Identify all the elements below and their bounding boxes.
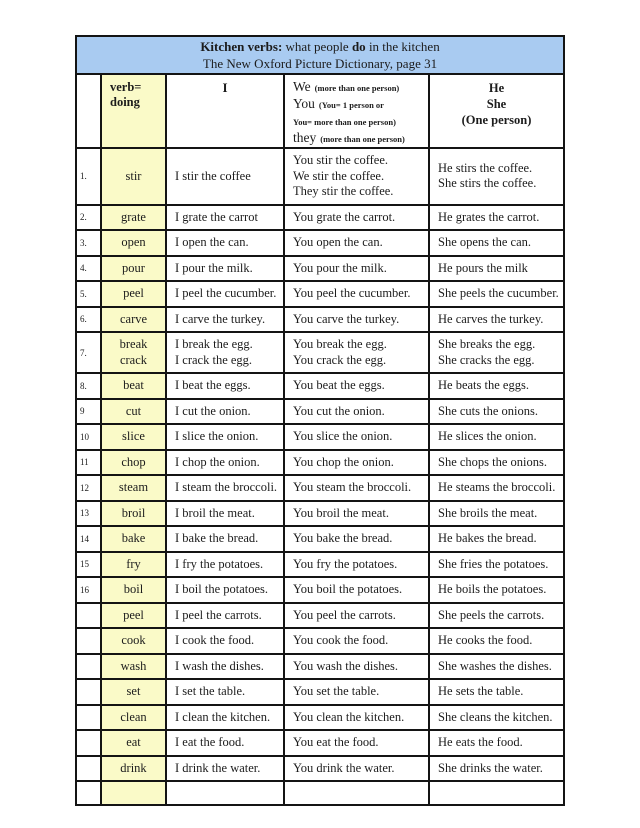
row-number-cell [76, 526, 101, 552]
row-number-cell [76, 281, 101, 307]
kitchen-verbs-table [75, 35, 565, 806]
sentence-line: slice [122, 429, 145, 443]
you-sentence-cell [284, 577, 429, 603]
he-sentence-cell [429, 781, 564, 805]
verb-cell [101, 679, 166, 705]
sentence-line: You slice the onion. [293, 429, 393, 443]
you-sentence-cell [284, 373, 429, 399]
you-sentence-cell [284, 501, 429, 527]
sentence-line: I boil the potatoes. [175, 582, 269, 596]
i-sentence-cell [166, 654, 284, 680]
sentence-line: She fries the potatoes. [438, 556, 549, 571]
sentence-line: You fry the potatoes. [293, 556, 398, 571]
they-word: they [293, 130, 317, 145]
sentence-line: You stir the coffee. [293, 153, 389, 167]
you-sentence-cell [284, 148, 429, 205]
they-note: (more than one person) [320, 134, 405, 144]
sentence-line: beat [123, 378, 144, 392]
sentence-line: I open the can. [175, 235, 249, 249]
sentence-line: I grate the carrot [175, 209, 258, 224]
i-sentence-cell [166, 399, 284, 425]
you-sentence-cell [284, 552, 429, 578]
verb-cell [101, 756, 166, 782]
sentence-line: She opens the can. [438, 235, 532, 249]
sentence-line: You wash the dishes. [293, 658, 398, 673]
sentence-line: You peel the cucumber. [293, 286, 411, 300]
he-sentence-cell [429, 501, 564, 527]
you-sentence-cell [284, 424, 429, 450]
he-sentence-cell [429, 756, 564, 782]
sentence-line: He sets the table. [438, 684, 524, 698]
table-row [76, 475, 564, 501]
sentence-line: They stir the coffee. [293, 184, 394, 198]
sentence-line: 6. [80, 314, 87, 325]
verb-cell [101, 730, 166, 756]
sentence-line: I broil the meat. [175, 505, 255, 520]
you-sentence-cell [284, 628, 429, 654]
he-sentence-cell [429, 373, 564, 399]
table-row [76, 424, 564, 450]
verb-cell [101, 256, 166, 282]
sentence-line: 12 [80, 482, 89, 493]
title-subtitle-bold: do [351, 39, 366, 54]
sentence-line: 11 [80, 457, 89, 468]
sentence-line: You broil the meat. [293, 505, 389, 520]
sentence-line: He cooks the food. [438, 633, 533, 647]
you-sentence-cell [284, 781, 429, 805]
sentence-line: 16 [80, 584, 89, 595]
sentence-line: open [121, 235, 146, 249]
sentence-line: I beat the eggs. [175, 378, 251, 392]
title-row [76, 36, 564, 74]
he-sentence-cell [429, 705, 564, 731]
verb-cell [101, 424, 166, 450]
row-number-cell [76, 654, 101, 680]
sentence-line: I stir the coffee [175, 168, 251, 183]
row-number-cell [76, 552, 101, 578]
table-row [76, 756, 564, 782]
he-sentence-cell [429, 205, 564, 231]
sentence-line: You chop the onion. [293, 454, 394, 469]
sentence-line: 7. [80, 347, 87, 358]
table-row [76, 230, 564, 256]
sentence-line: You peel the carrots. [293, 607, 396, 622]
we-word: We [293, 79, 311, 94]
she-label: She [486, 97, 507, 111]
row-number-cell [76, 756, 101, 782]
he-sentence-cell [429, 628, 564, 654]
sentence-line: She washes the dishes. [438, 658, 552, 673]
you-sentence-cell [284, 332, 429, 373]
table-row [76, 450, 564, 476]
verb-cell [101, 705, 166, 731]
you-sentence-cell [284, 307, 429, 333]
verb-cell [101, 475, 166, 501]
title-subtitle-post: in the kitchen [365, 39, 440, 54]
i-sentence-cell [166, 256, 284, 282]
table-row [76, 705, 564, 731]
you-note: (You= 1 person or [318, 100, 384, 110]
sentence-line: I bake the bread. [175, 531, 259, 545]
sentence-line: I cut the onion. [175, 403, 251, 418]
sentence-line: 9 [80, 406, 85, 417]
i-sentence-cell [166, 552, 284, 578]
we-you-they-column-header [284, 74, 429, 148]
he-sentence-cell [429, 230, 564, 256]
sentence-line: I fry the potatoes. [175, 556, 264, 571]
title-subtitle-pre: what people [282, 39, 352, 54]
sentence-line: You beat the eggs. [293, 378, 385, 392]
you-sentence-cell [284, 730, 429, 756]
verb-column-header [101, 74, 166, 148]
verb-header-line1: verb= [110, 80, 142, 94]
verb-cell [101, 399, 166, 425]
sentence-line: drink [120, 760, 147, 775]
sentence-line: I drink the water. [175, 760, 261, 775]
sentence-line: I peel the carrots. [175, 607, 262, 622]
you-word: You [293, 96, 315, 111]
sentence-line: You eat the food. [293, 735, 379, 749]
sentence-line: He steams the broccoli. [438, 480, 556, 494]
you-sentence-cell [284, 756, 429, 782]
he-sentence-cell [429, 654, 564, 680]
row-number-cell [76, 730, 101, 756]
sentence-line: I cook the food. [175, 633, 255, 647]
sentence-line: crack [119, 352, 148, 367]
row-number-cell [76, 256, 101, 282]
row-number-cell [76, 501, 101, 527]
row-number-cell [76, 205, 101, 231]
sentence-line: She cracks the egg. [438, 352, 535, 367]
i-sentence-cell [166, 307, 284, 333]
you-sentence-cell [284, 603, 429, 629]
worksheet-page [75, 35, 565, 806]
sentence-line: You cook the food. [293, 633, 389, 647]
sentence-line: boil [123, 582, 144, 596]
sentence-line: pour [122, 260, 145, 275]
title-line1 [78, 38, 562, 55]
verb-cell [101, 577, 166, 603]
title-heading: Kitchen verbs: [200, 39, 283, 54]
i-sentence-cell [166, 628, 284, 654]
sentence-line: He stirs the coffee. [438, 160, 533, 175]
sentence-line: chop [121, 454, 146, 469]
you-sentence-cell [284, 679, 429, 705]
he-sentence-cell [429, 307, 564, 333]
i-sentence-cell [166, 148, 284, 205]
sentence-line: peel [123, 286, 144, 300]
sentence-line: 1. [80, 171, 87, 182]
sentence-line: You cut the onion. [293, 403, 385, 418]
title-line2: The New Oxford Picture Dictionary, page 31 [202, 56, 438, 71]
table-row [76, 281, 564, 307]
sentence-line: 2. [80, 212, 87, 223]
sentence-line: She chops the onions. [438, 454, 548, 469]
you-sentence-cell [284, 450, 429, 476]
sentence-line: 5. [80, 288, 87, 299]
table-title [76, 36, 564, 74]
sentence-line: 10 [80, 431, 89, 442]
i-sentence-cell [166, 332, 284, 373]
sentence-line: He carves the turkey. [438, 311, 544, 326]
verb-cell [101, 230, 166, 256]
sentence-line: cook [121, 633, 146, 647]
sentence-line: She cleans the kitchen. [438, 709, 553, 724]
sentence-line: You clean the kitchen. [293, 709, 405, 724]
sentence-line: She stirs the coffee. [438, 176, 537, 191]
table-row [76, 577, 564, 603]
sentence-line: I chop the onion. [175, 454, 260, 469]
sentence-line: set [126, 684, 141, 698]
sentence-line: I break the egg. [175, 337, 253, 351]
sentence-line: He pours the milk [438, 260, 528, 275]
i-sentence-cell [166, 705, 284, 731]
table-row [76, 552, 564, 578]
i-sentence-cell [166, 475, 284, 501]
table-row [76, 501, 564, 527]
sentence-line: He bakes the bread. [438, 531, 537, 545]
number-column-header [76, 74, 101, 148]
verb-cell [101, 628, 166, 654]
sentence-line: I peel the cucumber. [175, 286, 277, 300]
he-sentence-cell [429, 526, 564, 552]
i-sentence-cell [166, 756, 284, 782]
i-sentence-cell [166, 281, 284, 307]
sentence-line: clean [120, 709, 147, 724]
sentence-line: She breaks the egg. [438, 337, 536, 351]
i-sentence-cell [166, 730, 284, 756]
table-row [76, 373, 564, 399]
sentence-line: 15 [80, 559, 89, 570]
sentence-line: She peels the cucumber. [438, 286, 559, 300]
sentence-line: She peels the carrots. [438, 607, 545, 622]
sentence-line: You drink the water. [293, 760, 395, 775]
verb-cell [101, 373, 166, 399]
row-number-cell [76, 399, 101, 425]
i-sentence-cell [166, 526, 284, 552]
sentence-line: wash [120, 658, 147, 673]
verb-cell [101, 205, 166, 231]
sentence-line: steam [118, 480, 149, 494]
sentence-line: I pour the milk. [175, 260, 253, 275]
table-row [76, 730, 564, 756]
sentence-line: You crack the egg. [293, 352, 387, 367]
sentence-line: fry [126, 556, 141, 571]
i-sentence-cell [166, 501, 284, 527]
sentence-line: stir [125, 168, 142, 183]
row-number-cell [76, 307, 101, 333]
row-number-cell [76, 424, 101, 450]
verb-cell [101, 526, 166, 552]
sentence-line: You pour the milk. [293, 260, 387, 275]
you-sentence-cell [284, 399, 429, 425]
he-sentence-cell [429, 679, 564, 705]
sentence-line: peel [123, 607, 144, 622]
sentence-line: He grates the carrot. [438, 209, 540, 224]
he-sentence-cell [429, 603, 564, 629]
verb-cell [101, 450, 166, 476]
he-sentence-cell [429, 399, 564, 425]
i-sentence-cell [166, 577, 284, 603]
he-sentence-cell [429, 552, 564, 578]
column-header-row [76, 74, 564, 148]
row-number-cell [76, 373, 101, 399]
we-note: (more than one person) [314, 83, 400, 93]
sentence-line: I slice the onion. [175, 429, 259, 443]
sentence-line: I steam the broccoli. [175, 480, 278, 494]
sentence-line: She broils the meat. [438, 505, 538, 520]
table-row [76, 307, 564, 333]
sentence-line: She cuts the onions. [438, 403, 538, 418]
sentence-line: 8. [80, 380, 87, 391]
sentence-line: We stir the coffee. [293, 168, 385, 183]
verb-cell [101, 654, 166, 680]
i-sentence-cell [166, 679, 284, 705]
sentence-line: eat [126, 735, 141, 749]
row-number-cell [76, 148, 101, 205]
verb-cell [101, 501, 166, 527]
row-number-cell [76, 705, 101, 731]
i-sentence-cell [166, 230, 284, 256]
he-sentence-cell [429, 450, 564, 476]
sentence-line: I wash the dishes. [175, 658, 264, 673]
verb-cell [101, 552, 166, 578]
verb-cell [101, 307, 166, 333]
sentence-line: You set the table. [293, 684, 380, 698]
verb-cell [101, 281, 166, 307]
sentence-line: He beats the eggs. [438, 378, 529, 392]
verb-cell [101, 603, 166, 629]
sentence-line: I eat the food. [175, 735, 245, 749]
sentence-line: You grate the carrot. [293, 209, 396, 224]
sentence-line: broil [121, 505, 146, 520]
i-sentence-cell [166, 424, 284, 450]
sentence-line: You steam the broccoli. [293, 480, 412, 494]
you-sentence-cell [284, 654, 429, 680]
i-sentence-cell [166, 205, 284, 231]
you-sentence-cell [284, 205, 429, 231]
he-sentence-cell [429, 256, 564, 282]
table-row [76, 399, 564, 425]
table-row [76, 654, 564, 680]
sentence-line: He boils the potatoes. [438, 582, 547, 596]
row-number-cell [76, 230, 101, 256]
verb-header-line2: doing [110, 95, 140, 109]
table-row [76, 526, 564, 552]
sentence-line: I crack the egg. [175, 352, 253, 367]
sentence-line: cut [125, 403, 142, 418]
sentence-line: 3. [80, 237, 87, 248]
one-person-label: (One person) [461, 113, 532, 127]
row-number-cell [76, 450, 101, 476]
sentence-line: break [119, 337, 148, 351]
sentence-line: carve [119, 311, 148, 326]
row-number-cell [76, 475, 101, 501]
sentence-line: I clean the kitchen. [175, 709, 271, 724]
i-sentence-cell [166, 450, 284, 476]
you-sentence-cell [284, 281, 429, 307]
you-sentence-cell [284, 475, 429, 501]
verb-cell [101, 148, 166, 205]
he-sentence-cell [429, 475, 564, 501]
sentence-line: bake [121, 531, 146, 545]
table-row [76, 205, 564, 231]
he-sentence-cell [429, 332, 564, 373]
table-row [76, 781, 564, 805]
sentence-line: You bake the bread. [293, 531, 393, 545]
sentence-line: You open the can. [293, 235, 383, 249]
i-sentence-cell [166, 603, 284, 629]
row-number-cell [76, 679, 101, 705]
table-row [76, 256, 564, 282]
row-number-cell [76, 577, 101, 603]
sentence-line: grate [121, 209, 146, 224]
he-label: He [488, 81, 505, 95]
sentence-line: I carve the turkey. [175, 311, 266, 326]
verb-cell [101, 332, 166, 373]
table-row [76, 679, 564, 705]
row-number-cell [76, 332, 101, 373]
sentence-line: You carve the turkey. [293, 311, 400, 326]
table-row [76, 603, 564, 629]
sentence-line: He slices the onion. [438, 429, 537, 443]
table-row [76, 628, 564, 654]
table-row [76, 332, 564, 373]
sentence-line: You boil the potatoes. [293, 582, 403, 596]
you-sentence-cell [284, 705, 429, 731]
i-sentence-cell [166, 781, 284, 805]
sentence-line: He eats the food. [438, 735, 523, 749]
row-number-cell [76, 603, 101, 629]
i-sentence-cell [166, 373, 284, 399]
i-column-header: I [166, 74, 284, 148]
verb-cell [101, 781, 166, 805]
you-note-continued: You= more than one person) [293, 117, 396, 127]
row-number-cell [76, 628, 101, 654]
table-row [76, 148, 564, 205]
sentence-line: You break the egg. [293, 337, 387, 351]
sentence-line: 4. [80, 263, 87, 274]
he-sentence-cell [429, 281, 564, 307]
he-sentence-cell [429, 730, 564, 756]
you-sentence-cell [284, 526, 429, 552]
you-sentence-cell [284, 230, 429, 256]
he-sentence-cell [429, 577, 564, 603]
sentence-line: She drinks the water. [438, 760, 543, 775]
he-sentence-cell [429, 148, 564, 205]
he-sentence-cell [429, 424, 564, 450]
he-she-column-header [429, 74, 564, 148]
you-sentence-cell [284, 256, 429, 282]
sentence-line: I set the table. [175, 684, 246, 698]
sentence-line: 13 [80, 508, 89, 519]
row-number-cell [76, 781, 101, 805]
sentence-line: 14 [80, 533, 89, 544]
